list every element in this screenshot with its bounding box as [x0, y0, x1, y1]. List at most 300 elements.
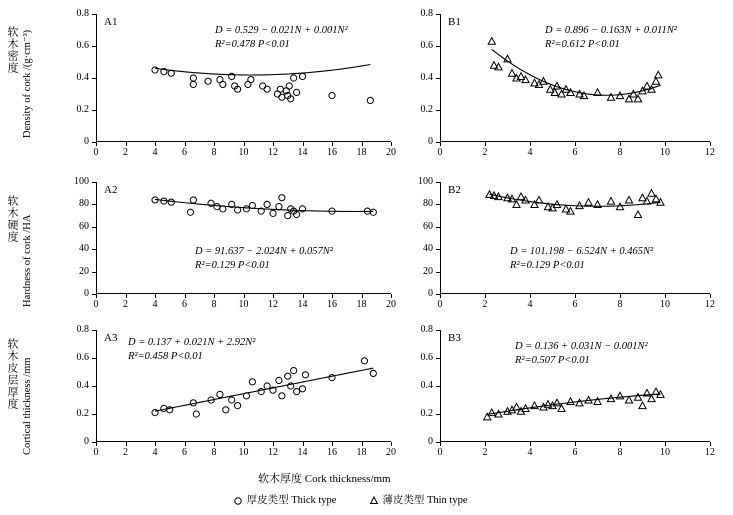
equation-line: D = 0.896 − 0.163N + 0.011N² — [545, 25, 677, 36]
x-tick-label: 4 — [152, 447, 158, 458]
x-tick-label: 2 — [123, 447, 128, 458]
x-tick — [391, 442, 392, 446]
y-tick-label: 0.8 — [420, 8, 433, 19]
data-point-triangle — [551, 89, 558, 96]
data-point-circle — [270, 210, 276, 216]
x-tick-label: 6 — [182, 447, 187, 458]
x-tick — [575, 294, 576, 298]
x-tick — [391, 294, 392, 298]
y-tick — [92, 330, 96, 331]
fit-curve — [155, 199, 373, 211]
data-point-triangle — [490, 62, 497, 69]
data-point-triangle — [562, 205, 569, 212]
x-tick-label: 0 — [93, 147, 99, 158]
data-point-triangle — [655, 71, 662, 78]
y-tick — [92, 182, 96, 183]
data-point-triangle — [517, 408, 524, 415]
y-tick-label: 100 — [418, 176, 433, 187]
y-tick — [436, 358, 440, 359]
fit-curve — [492, 49, 661, 95]
data-point-circle — [302, 372, 308, 378]
y-tick-label: 0.2 — [76, 104, 89, 115]
data-point-triangle — [639, 194, 646, 201]
data-point-circle — [249, 379, 255, 385]
x-tick — [332, 442, 333, 446]
x-tick-label: 6 — [572, 147, 578, 158]
data-point-circle — [208, 200, 214, 206]
y-tick — [436, 142, 440, 143]
data-point-triangle — [513, 74, 520, 81]
data-point-triangle — [531, 79, 538, 86]
y-tick — [436, 182, 440, 183]
data-point-circle — [152, 67, 158, 73]
data-point-circle — [243, 206, 249, 212]
data-point-triangle — [513, 201, 520, 208]
data-point-circle — [229, 201, 235, 207]
data-point-circle — [205, 78, 211, 84]
data-point-triangle — [567, 208, 574, 215]
data-point-triangle — [544, 203, 551, 210]
x-tick-label: 0 — [93, 447, 99, 458]
data-point-triangle — [585, 199, 592, 206]
data-point-triangle — [594, 89, 601, 96]
legend-thin-en: Thin type — [426, 495, 468, 506]
y-tick-label: 0.8 — [76, 8, 89, 19]
data-point-circle — [264, 86, 270, 92]
data-point-circle — [279, 393, 285, 399]
equation-a1 — [215, 24, 348, 52]
data-point-triangle — [625, 95, 632, 102]
y-tick-label: 0 — [84, 288, 89, 299]
stats-line: R²=0.458 P<0.01 — [128, 351, 203, 362]
data-point-triangle — [594, 398, 601, 405]
data-point-triangle — [504, 408, 511, 415]
x-tick-label: 16 — [327, 147, 337, 158]
data-point-triangle — [580, 92, 587, 99]
y-tick-label: 0 — [428, 436, 433, 447]
data-point-triangle — [531, 402, 538, 409]
data-point-triangle — [535, 81, 542, 88]
stats-line: R²=0.612 P<0.01 — [545, 39, 620, 50]
data-point-triangle — [549, 402, 556, 409]
x-tick — [362, 294, 363, 298]
data-point-triangle — [540, 78, 547, 85]
data-point-triangle — [576, 399, 583, 406]
data-point-triangle — [607, 197, 614, 204]
data-point-circle — [187, 209, 193, 215]
data-point-circle — [161, 69, 167, 75]
y-tick-label: 0 — [428, 288, 433, 299]
y-tick — [92, 46, 96, 47]
data-point-triangle — [576, 202, 583, 209]
data-point-triangle — [508, 195, 515, 202]
x-tick-label: 20 — [386, 299, 396, 310]
x-tick — [273, 142, 274, 146]
x-tick-label: 12 — [268, 299, 278, 310]
data-point-circle — [299, 73, 305, 79]
y-tick — [92, 294, 96, 295]
y-tick — [436, 204, 440, 205]
data-point-triangle — [522, 76, 529, 83]
data-point-triangle — [522, 405, 529, 412]
plot-area-a3 — [96, 330, 391, 442]
data-point-triangle — [567, 89, 574, 96]
x-tick-label: 10 — [238, 447, 249, 458]
x-tick-label: 16 — [327, 447, 337, 458]
x-tick-label: 6 — [572, 447, 578, 458]
y-tick — [92, 249, 96, 250]
x-tick — [485, 294, 486, 298]
x-tick — [96, 142, 97, 146]
y-tick-label: 0.4 — [76, 72, 89, 83]
y-tick — [436, 330, 440, 331]
x-axis-label-en: Cork thickness/mm — [304, 473, 391, 485]
x-tick-label: 2 — [482, 299, 488, 310]
panel-label-b3: B3 — [448, 332, 461, 344]
data-point-triangle — [607, 395, 614, 402]
data-point-circle — [264, 201, 270, 207]
plot-area-b2 — [440, 182, 710, 294]
data-point-circle — [288, 383, 294, 389]
data-point-triangle — [553, 201, 560, 208]
data-point-triangle — [535, 196, 542, 203]
stats-line: R²=0.129 P<0.01 — [195, 260, 270, 271]
data-point-circle — [232, 83, 238, 89]
data-point-circle — [220, 206, 226, 212]
x-tick-label: 20 — [386, 147, 396, 158]
data-point-circle — [168, 199, 174, 205]
x-tick-label: 16 — [327, 299, 337, 310]
y-tick — [436, 227, 440, 228]
equation-line: D = 101.198 − 6.524N + 0.465N² — [510, 246, 654, 257]
y-axis-label-cn-row1: 软木密度 — [6, 26, 18, 74]
y-tick-label: 0.6 — [76, 40, 89, 51]
equation-b1 — [545, 24, 677, 52]
panel-label-a3: A3 — [104, 332, 118, 344]
x-tick — [244, 142, 245, 146]
x-tick-label: 2 — [123, 147, 128, 158]
x-tick — [620, 442, 621, 446]
data-point-circle — [291, 208, 297, 214]
y-tick-label: 60 — [79, 220, 89, 232]
x-tick — [710, 442, 711, 446]
y-tick-label: 20 — [423, 265, 433, 277]
x-tick — [303, 294, 304, 298]
x-tick-label: 12 — [705, 147, 715, 158]
equation-line: D = 0.529 − 0.021N + 0.001N² — [215, 25, 348, 36]
y-tick — [436, 414, 440, 415]
data-point-triangle — [486, 191, 493, 198]
x-tick-label: 18 — [356, 299, 367, 310]
x-tick-label: 14 — [297, 147, 308, 158]
data-point-triangle — [508, 406, 515, 413]
fit-curve — [490, 194, 661, 206]
data-point-triangle — [643, 389, 650, 396]
data-point-circle — [276, 204, 282, 210]
data-point-triangle — [531, 201, 538, 208]
y-tick — [436, 46, 440, 47]
x-tick — [126, 142, 127, 146]
x-tick — [214, 442, 215, 446]
x-tick — [620, 294, 621, 298]
x-tick — [362, 442, 363, 446]
y-tick — [436, 249, 440, 250]
y-tick — [436, 442, 440, 443]
data-point-triangle — [607, 94, 614, 101]
x-tick-label: 8 — [211, 447, 217, 458]
y-tick — [436, 294, 440, 295]
data-point-circle — [285, 213, 291, 219]
data-point-circle — [208, 397, 214, 403]
data-point-circle — [168, 70, 174, 76]
equation-a3 — [128, 336, 255, 364]
data-point-circle — [276, 377, 282, 383]
y-tick-label: 60 — [423, 220, 433, 232]
y-tick-label: 20 — [79, 265, 89, 277]
data-point-circle — [214, 204, 220, 210]
data-point-circle — [161, 198, 167, 204]
y-tick — [92, 142, 96, 143]
data-point-triangle — [488, 409, 495, 416]
data-point-triangle — [576, 90, 583, 97]
x-tick — [96, 294, 97, 298]
x-tick — [155, 294, 156, 298]
y-tick-label: 40 — [423, 243, 433, 255]
data-point-circle — [217, 391, 223, 397]
y-tick — [92, 442, 96, 443]
x-tick — [273, 294, 274, 298]
data-point-circle — [294, 89, 300, 95]
data-point-circle — [364, 208, 370, 214]
legend-thick-cn: 厚皮类型 — [246, 495, 289, 506]
y-tick-label: 40 — [79, 243, 89, 255]
y-tick-label: 0.6 — [420, 40, 433, 51]
data-point-circle — [329, 93, 335, 99]
y-tick — [436, 110, 440, 111]
data-point-circle — [190, 197, 196, 203]
x-tick — [530, 142, 531, 146]
data-point-triangle — [634, 211, 641, 218]
equation-b3 — [515, 340, 648, 368]
x-tick — [710, 294, 711, 298]
x-tick-label: 10 — [660, 147, 670, 158]
plot-area-a1 — [96, 14, 391, 142]
x-tick — [214, 294, 215, 298]
y-tick — [436, 14, 440, 15]
data-point-circle — [291, 368, 297, 374]
data-point-triangle — [517, 193, 524, 200]
x-tick — [332, 294, 333, 298]
data-point-triangle — [634, 95, 641, 102]
y-axis-label-cn-row3: 软木皮层厚度 — [6, 338, 18, 410]
x-tick — [620, 142, 621, 146]
y-tick — [92, 78, 96, 79]
data-point-circle — [361, 358, 367, 364]
data-point-circle — [258, 389, 264, 395]
data-point-circle — [299, 206, 305, 212]
x-tick — [440, 294, 441, 298]
x-tick-label: 4 — [527, 299, 533, 310]
y-tick — [92, 204, 96, 205]
x-tick — [530, 442, 531, 446]
x-tick — [332, 142, 333, 146]
y-tick — [436, 272, 440, 273]
x-tick — [155, 442, 156, 446]
data-point-circle — [235, 86, 241, 92]
x-tick — [185, 442, 186, 446]
y-tick — [436, 78, 440, 79]
data-point-triangle — [616, 203, 623, 210]
data-point-triangle — [567, 398, 574, 405]
data-point-triangle — [652, 78, 659, 85]
fit-curve — [155, 65, 370, 76]
legend-thick-en: Thick type — [291, 495, 337, 506]
data-point-triangle — [657, 199, 664, 206]
data-point-circle — [235, 207, 241, 213]
x-tick-label: 8 — [617, 299, 623, 310]
data-point-triangle — [616, 392, 623, 399]
x-tick-label: 6 — [182, 147, 187, 158]
y-tick-label: 0.6 — [420, 352, 433, 363]
data-point-triangle — [643, 82, 650, 89]
x-tick-label: 18 — [356, 147, 367, 158]
x-tick-label: 4 — [527, 447, 533, 458]
fit-curve — [487, 394, 660, 415]
x-tick — [96, 442, 97, 446]
data-point-triangle — [488, 38, 495, 45]
data-point-circle — [260, 83, 266, 89]
x-tick — [665, 294, 666, 298]
x-axis-label — [258, 470, 391, 486]
panel-label-b1: B1 — [448, 16, 461, 28]
x-tick-label: 2 — [482, 147, 488, 158]
x-tick — [214, 142, 215, 146]
equation-line: D = 0.137 + 0.021N + 2.92N² — [128, 337, 256, 348]
y-tick-label: 0 — [84, 436, 89, 447]
data-point-triangle — [558, 90, 565, 97]
circle-marker-icon — [232, 494, 244, 506]
x-tick — [362, 142, 363, 146]
data-point-circle — [286, 83, 292, 89]
x-tick-label: 4 — [527, 147, 533, 158]
data-point-circle — [270, 387, 276, 393]
x-tick-label: 0 — [437, 447, 443, 458]
data-point-circle — [283, 88, 289, 94]
equation-line: D = 0.136 + 0.031N − 0.001N² — [515, 341, 648, 352]
data-point-circle — [248, 77, 254, 83]
y-tick — [92, 358, 96, 359]
x-tick-label: 8 — [211, 147, 217, 158]
panel-label-a1: A1 — [104, 16, 118, 28]
x-tick-label: 4 — [152, 147, 158, 158]
data-point-triangle — [549, 204, 556, 211]
y-tick — [92, 386, 96, 387]
equation-line: D = 91.637 − 2.024N + 0.057N² — [195, 246, 333, 257]
x-tick — [185, 294, 186, 298]
data-point-triangle — [558, 405, 565, 412]
y-axis-label-cn-row2: 软木硬度 — [6, 195, 18, 243]
stats-line: R²=0.129 P<0.01 — [510, 260, 585, 271]
data-point-circle — [217, 77, 223, 83]
y-tick-label: 0.8 — [420, 324, 433, 335]
y-tick — [92, 414, 96, 415]
x-tick — [303, 142, 304, 146]
x-tick-label: 10 — [238, 299, 249, 310]
x-tick-label: 2 — [482, 447, 488, 458]
data-point-circle — [294, 211, 300, 217]
data-point-triangle — [484, 413, 491, 420]
data-point-triangle — [639, 402, 646, 409]
data-point-triangle — [616, 92, 623, 99]
data-point-triangle — [652, 195, 659, 202]
y-tick-label: 0.2 — [420, 408, 433, 419]
x-tick-label: 0 — [437, 147, 443, 158]
y-axis-label-en-row1: Density of cork /(g·cm⁻³) — [22, 29, 33, 138]
data-point-circle — [258, 208, 264, 214]
legend-thin-cn: 薄皮类型 — [382, 495, 425, 506]
plot-area-a2 — [96, 182, 391, 294]
data-point-circle — [288, 96, 294, 102]
data-point-circle — [274, 91, 280, 97]
x-tick-label: 12 — [705, 447, 715, 458]
data-point-circle — [249, 202, 255, 208]
data-point-circle — [299, 386, 305, 392]
x-tick-label: 8 — [617, 147, 623, 158]
y-tick-label: 80 — [79, 198, 89, 210]
data-point-circle — [229, 73, 235, 79]
x-tick — [185, 142, 186, 146]
y-tick-label: 0.6 — [76, 352, 89, 363]
y-tick-label: 0.4 — [420, 72, 433, 83]
x-tick — [665, 442, 666, 446]
data-point-triangle — [508, 70, 515, 77]
data-point-triangle — [648, 86, 655, 93]
data-point-triangle — [625, 396, 632, 403]
data-point-triangle — [517, 73, 524, 80]
stats-line: R²=0.478 P<0.01 — [215, 39, 290, 50]
x-tick-label: 6 — [572, 299, 578, 310]
data-point-triangle — [553, 82, 560, 89]
data-point-triangle — [495, 193, 502, 200]
y-tick-label: 0.8 — [76, 324, 89, 335]
data-point-circle — [285, 93, 291, 99]
y-tick — [92, 272, 96, 273]
data-point-triangle — [625, 196, 632, 203]
x-tick-label: 12 — [268, 147, 278, 158]
data-point-triangle — [639, 87, 646, 94]
equation-b2 — [510, 245, 653, 273]
x-tick-label: 2 — [123, 299, 128, 310]
data-point-circle — [243, 393, 249, 399]
data-point-circle — [245, 81, 251, 87]
data-point-triangle — [495, 63, 502, 70]
x-tick — [575, 442, 576, 446]
x-tick — [303, 442, 304, 446]
x-tick — [244, 442, 245, 446]
x-tick — [530, 294, 531, 298]
data-point-circle — [279, 94, 285, 100]
data-point-triangle — [490, 192, 497, 199]
data-point-triangle — [504, 55, 511, 62]
panel-label-b2: B2 — [448, 184, 461, 196]
y-tick-label: 0.4 — [76, 380, 89, 391]
data-point-triangle — [585, 396, 592, 403]
x-tick-label: 10 — [238, 147, 249, 158]
data-point-circle — [167, 407, 173, 413]
y-tick-label: 0.2 — [76, 408, 89, 419]
x-tick-label: 20 — [386, 447, 396, 458]
x-tick — [710, 142, 711, 146]
